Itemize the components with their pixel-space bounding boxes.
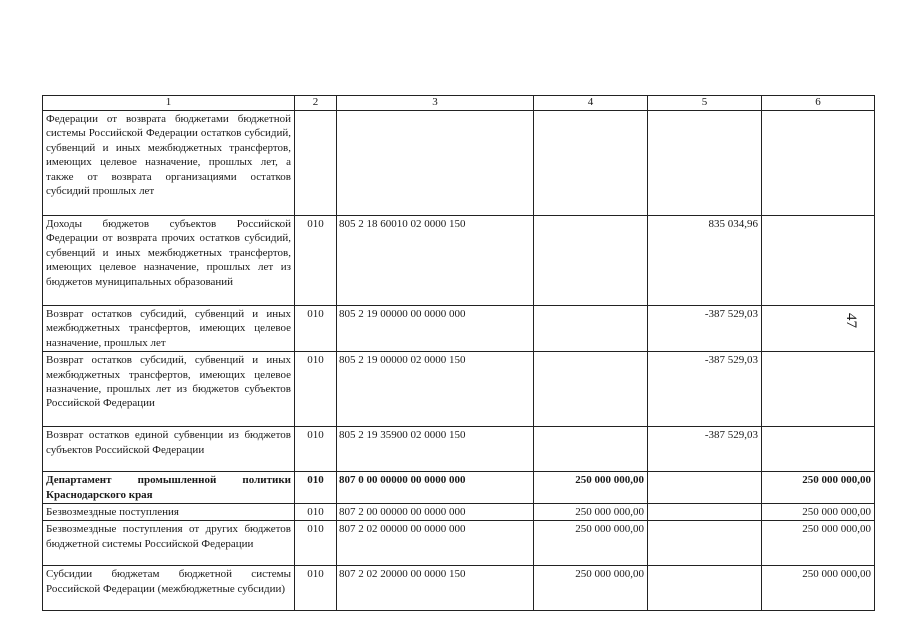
description-cell: Федерации от возврата бюджетами бюджетной системы Российской Федерации остатков субсидий, субвенций и иных межбюджетных трансфертов, имеющих целевое назначение, прошлых лет, а также от возврата организациями остатков субсидий прошлых лет bbox=[43, 111, 295, 216]
header-cell: 6 bbox=[762, 96, 875, 111]
table-row bbox=[43, 352, 875, 427]
line-code-cell: 010 bbox=[295, 504, 337, 521]
column-4-value-cell: 250 000 000,00 bbox=[534, 472, 648, 504]
table-row bbox=[43, 216, 875, 306]
table-row bbox=[43, 111, 875, 216]
line-code-cell bbox=[295, 111, 337, 216]
table-row bbox=[43, 306, 875, 352]
column-6-value-cell: 250 000 000,00 bbox=[762, 566, 875, 611]
page-number: 47 bbox=[843, 313, 859, 328]
budget-table bbox=[42, 95, 875, 611]
description-cell: Возврат остатков субсидий, субвенций и иных межбюджетных трансфертов, имеющих целевое назначение, прошлых лет из бюджетов субъектов Российской Федерации bbox=[43, 352, 295, 427]
description-cell: Доходы бюджетов субъектов Российской Федерации от возврата прочих остатков субсидий, субвенций и иных межбюджетных трансфертов, имеющих целевое назначение, прошлых лет из бюджетов муниципальных образований bbox=[43, 216, 295, 306]
column-5-value-cell bbox=[648, 472, 762, 504]
table-row bbox=[43, 472, 875, 504]
description-cell: Возврат остатков субсидий, субвенций и иных межбюджетных трансфертов, имеющих целевое назначение, прошлых лет bbox=[43, 306, 295, 352]
line-code-cell: 010 bbox=[295, 427, 337, 472]
column-5-value-cell bbox=[648, 521, 762, 566]
table-row bbox=[43, 504, 875, 521]
table-row bbox=[43, 566, 875, 611]
header-cell: 5 bbox=[648, 96, 762, 111]
column-4-value-cell bbox=[534, 427, 648, 472]
column-4-value-cell bbox=[534, 216, 648, 306]
column-6-value-cell: 250 000 000,00 bbox=[762, 504, 875, 521]
column-6-value-cell bbox=[762, 111, 875, 216]
table-row bbox=[43, 521, 875, 566]
line-code-cell: 010 bbox=[295, 306, 337, 352]
column-4-value-cell: 250 000 000,00 bbox=[534, 521, 648, 566]
column-5-value-cell bbox=[648, 111, 762, 216]
table-row bbox=[43, 427, 875, 472]
header-cell: 4 bbox=[534, 96, 648, 111]
header-cell: 3 bbox=[337, 96, 534, 111]
header-cell: 1 bbox=[43, 96, 295, 111]
budget-class-code-cell: 805 2 19 00000 00 0000 000 bbox=[337, 306, 534, 352]
line-code-cell: 010 bbox=[295, 521, 337, 566]
budget-class-code-cell: 805 2 19 00000 02 0000 150 bbox=[337, 352, 534, 427]
description-cell: Департамент промышленной политики Краснодарского края bbox=[43, 472, 295, 504]
column-5-value-cell: -387 529,03 bbox=[648, 352, 762, 427]
column-4-value-cell bbox=[534, 306, 648, 352]
column-4-value-cell: 250 000 000,00 bbox=[534, 566, 648, 611]
budget-class-code-cell: 805 2 19 35900 02 0000 150 bbox=[337, 427, 534, 472]
column-5-value-cell bbox=[648, 566, 762, 611]
header-cell: 2 bbox=[295, 96, 337, 111]
description-cell: Субсидии бюджетам бюджетной системы Российской Федерации (межбюджетные субсидии) bbox=[43, 566, 295, 611]
column-4-value-cell bbox=[534, 352, 648, 427]
line-code-cell: 010 bbox=[295, 352, 337, 427]
budget-class-code-cell: 807 2 02 20000 00 0000 150 bbox=[337, 566, 534, 611]
column-6-value-cell bbox=[762, 427, 875, 472]
column-6-value-cell: 250 000 000,00 bbox=[762, 521, 875, 566]
table-body bbox=[43, 96, 875, 611]
column-6-value-cell: 250 000 000,00 bbox=[762, 472, 875, 504]
column-6-value-cell bbox=[762, 216, 875, 306]
budget-class-code-cell: 807 2 00 00000 00 0000 000 bbox=[337, 504, 534, 521]
line-code-cell: 010 bbox=[295, 566, 337, 611]
column-6-value-cell bbox=[762, 352, 875, 427]
column-number-row bbox=[43, 96, 875, 111]
column-5-value-cell: -387 529,03 bbox=[648, 306, 762, 352]
line-code-cell: 010 bbox=[295, 216, 337, 306]
budget-class-code-cell: 807 0 00 00000 00 0000 000 bbox=[337, 472, 534, 504]
column-5-value-cell: 835 034,96 bbox=[648, 216, 762, 306]
column-5-value-cell: -387 529,03 bbox=[648, 427, 762, 472]
budget-class-code-cell bbox=[337, 111, 534, 216]
description-cell: Безвозмездные поступления от других бюджетов бюджетной системы Российской Федерации bbox=[43, 521, 295, 566]
line-code-cell: 010 bbox=[295, 472, 337, 504]
column-5-value-cell bbox=[648, 504, 762, 521]
budget-class-code-cell: 807 2 02 00000 00 0000 000 bbox=[337, 521, 534, 566]
budget-class-code-cell: 805 2 18 60010 02 0000 150 bbox=[337, 216, 534, 306]
description-cell: Возврат остатков единой субвенции из бюджетов субъектов Российской Федерации bbox=[43, 427, 295, 472]
description-cell: Безвозмездные поступления bbox=[43, 504, 295, 521]
column-4-value-cell: 250 000 000,00 bbox=[534, 504, 648, 521]
column-4-value-cell bbox=[534, 111, 648, 216]
